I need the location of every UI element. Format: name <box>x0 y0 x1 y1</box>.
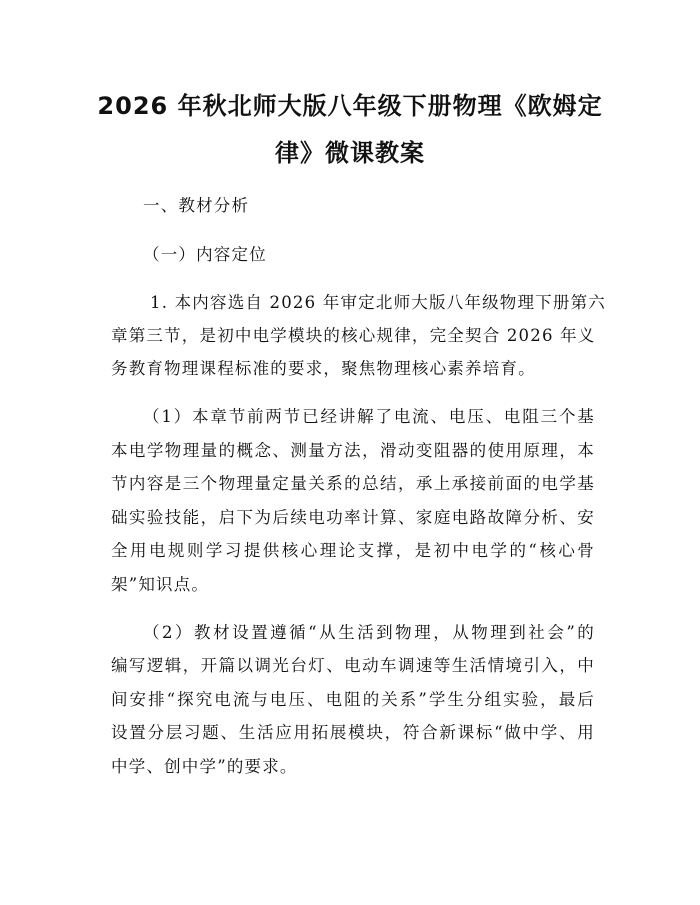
paragraph-line: 中学、创中学”的要求。 <box>111 757 298 776</box>
paragraph-line: 间安排“探究电流与电压、电阻的关系”学生分组实验，最后 <box>111 690 595 709</box>
paragraph-line: （1）本章节前两节已经讲解了电流、电压、电阻三个基 <box>143 407 595 426</box>
paragraph-line: （2）教材设置遵循“从生活到物理，从物理到社会”的 <box>143 623 595 642</box>
section-heading: 一、教材分析 <box>143 196 250 215</box>
paragraph-line: 架”知识点。 <box>111 575 210 594</box>
paragraph-line: 础实验技能，启下为后续电功率计算、家庭电路故障分析、安 <box>111 508 595 527</box>
paragraph-line: 全用电规则学习提供核心理论支撑，是初中电学的“核心骨 <box>111 541 595 560</box>
paragraph-line: 设置分层习题、生活应用拓展模块，符合新课标“做中学、用 <box>111 723 595 742</box>
paragraph-line: 节内容是三个物理量定量关系的总结，承上承接前面的电学基 <box>111 474 595 493</box>
paragraph-line: 章第三节，是初中电学模块的核心规律，完全契合 2026 年义 <box>111 326 596 345</box>
subsection-heading: （一）内容定位 <box>143 245 267 264</box>
paragraph-line: 编写逻辑，开篇以调光台灯、电动车调速等生活情境引入，中 <box>111 656 595 675</box>
document-title-line-2: 律》微课教案 <box>275 139 425 167</box>
paragraph-line: 务教育物理课程标准的要求，聚焦物理核心素养培育。 <box>111 359 536 378</box>
paragraph-line: 本电学物理量的概念、测量方法，滑动变阻器的使用原理，本 <box>111 441 595 460</box>
document-title-line-1: 2026 年秋北师大版八年级下册物理《欧姆定 <box>97 92 603 120</box>
paragraph-line: 1. 本内容选自 2026 年审定北师大版八年级物理下册第六 <box>150 293 606 312</box>
